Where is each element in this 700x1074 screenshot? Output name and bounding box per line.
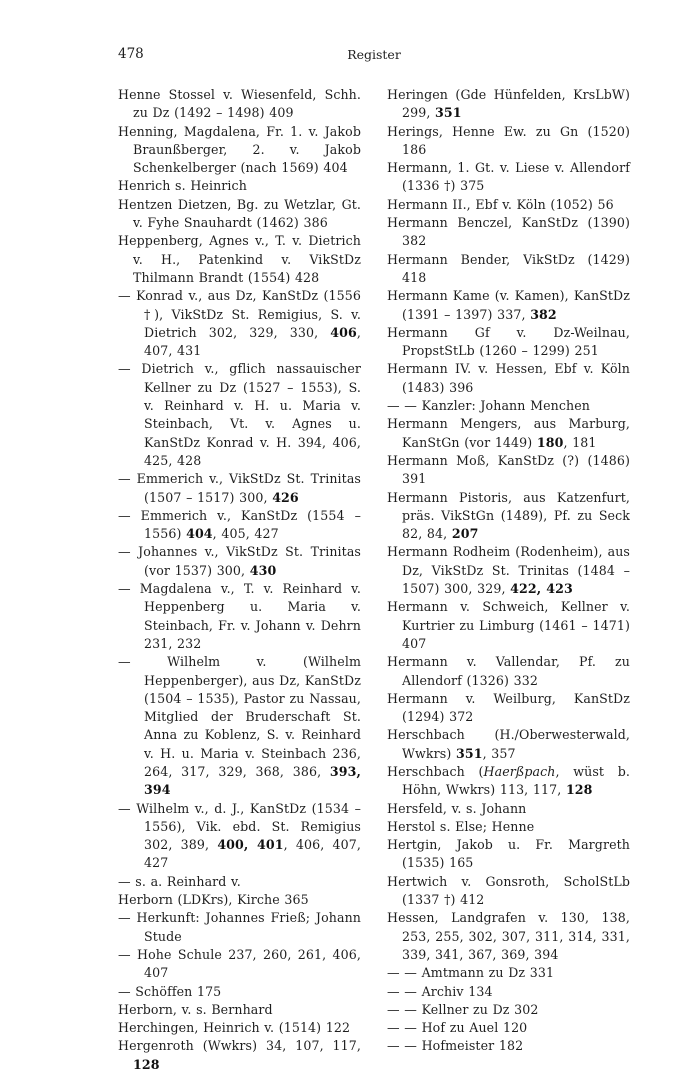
entry-text: Heppenberg, Agnes v., T. v. Dietrich v. H., Patenkind v. VikStDz Thilmann Brandt (1554) 428: [118, 233, 361, 285]
index-entry: [387, 214, 630, 251]
page-ref-bold: 430: [249, 562, 277, 578]
index-entry: [387, 196, 630, 214]
entry-text: Hermann Kame (v. Kamen), KanStDz (1391 – 1397) 337,: [387, 288, 630, 322]
entry-text: Herchingen, Heinrich v. (1514) 122: [118, 1020, 351, 1036]
index-entry: [387, 690, 630, 727]
entry-text: — Herkunft: Johannes Frieß; Johann Stude: [118, 910, 361, 944]
page-ref-bold: 180: [536, 434, 564, 450]
index-entry: [118, 177, 361, 195]
index-entry: [118, 800, 361, 873]
index-entry: [387, 726, 630, 763]
entry-text: Hermann II., Ebf v. Köln (1052) 56: [387, 196, 614, 212]
entry-text: Herschbach (H./Oberwesterwald, Wwkrs): [387, 727, 630, 761]
entry-text: — Magdalena v., T. v. Reinhard v. Heppenberg u. Maria v. Steinbach, Fr. v. Johann v. Dehrn 231, 232: [118, 581, 361, 651]
index-entry: [118, 1019, 361, 1037]
index-entry: [387, 251, 630, 288]
index-entry: [118, 123, 361, 178]
index-entry: [387, 360, 630, 397]
index-entry: [387, 1001, 630, 1019]
index-entry: [387, 123, 630, 160]
entry-text: — Schöffen 175: [118, 983, 222, 999]
index-entry: [118, 470, 361, 507]
running-title: Register: [347, 47, 401, 62]
entry-text: Henrich s. Heinrich: [118, 178, 247, 194]
index-entry: [387, 1019, 630, 1037]
index-entry: [387, 598, 630, 653]
entry-text: Henning, Magdalena, Fr. 1. v. Jakob Braunßberger, 2. v. Jakob Schenkelberger (nach 1569) 404: [118, 123, 361, 176]
entry-text: , 181: [563, 434, 597, 450]
index-entry: [387, 964, 630, 982]
entry-text: — — Amtmann zu Dz 331: [387, 965, 555, 981]
entry-text: Herborn, v. s. Bernhard: [118, 1001, 273, 1017]
index-entry: [387, 818, 630, 836]
page-ref-bold: 351: [455, 745, 483, 761]
index-entry: [387, 397, 630, 415]
entry-text: — — Hof zu Auel 120: [387, 1020, 528, 1036]
entry-text: Henne Stossel v. Wiesenfeld, Schh. zu Dz (1492 – 1498) 409: [118, 87, 361, 121]
page-header: [118, 46, 630, 66]
index-entry: [118, 891, 361, 909]
entry-text: — s. a. Reinhard v.: [118, 873, 241, 889]
entry-text: — Wilhelm v., d. J., KanStDz (1534 – 1556), Vik. ebd. St. Remigius 302, 389,: [118, 800, 361, 853]
entry-text: Hentzen Dietzen, Bg. zu Wetzlar, Gt. v. Fyhe Snauhardt (1462) 386: [118, 196, 361, 231]
entry-text: Herborn (LDKrs), Kirche 365: [118, 892, 309, 908]
page-ref-bold: 404: [186, 526, 213, 542]
index-entry: [118, 653, 361, 799]
entry-text: Herstol s. Else; Henne: [387, 818, 535, 834]
index-entry: [387, 415, 630, 452]
index-entry: [118, 86, 361, 123]
index-entry: [118, 983, 361, 1001]
entry-text: — Emmerich v., KanStDz (1554 – 1556): [118, 507, 361, 542]
page-ref-bold: 400, 401: [217, 837, 284, 853]
index-entry: [387, 983, 630, 1001]
index-entry: [118, 1001, 361, 1019]
index-entry: [387, 324, 630, 361]
index-entry: [118, 580, 361, 653]
entry-text: — Konrad v., aus Dz, KanStDz (1556 †), VikStDz St. Remigius, S. v. Dietrich 302, 329, 330,: [118, 288, 361, 340]
entry-text: Hermann v. Vallendar, Pf. zu Allendorf (1326) 332: [387, 654, 630, 688]
entry-text: Hermann, 1. Gt. v. Liese v. Allendorf (1336 †) 375: [387, 160, 630, 194]
index-entry: [118, 946, 361, 983]
page-ref-bold: 128: [565, 782, 593, 798]
entry-text: Hermann Mengers, aus Marburg, KanStGn (vor 1449): [387, 416, 630, 450]
entry-text: , 406, 407, 427: [144, 837, 361, 871]
entry-text: Herings, Henne Ew. zu Gn (1520) 186: [387, 123, 630, 157]
index-entry: [118, 360, 361, 470]
entry-text: Hermann Benczel, KanStDz (1390) 382: [387, 215, 630, 249]
entry-text: — — Hofmeister 182: [387, 1038, 524, 1054]
index-entry: [118, 543, 361, 580]
entry-text: Hermann IV. v. Hessen, Ebf v. Köln (1483) 396: [387, 361, 630, 395]
entry-text: Hergenroth (Wwkrs) 34, 107, 117,: [118, 1038, 361, 1054]
index-entry: [387, 159, 630, 196]
index-entry: [387, 836, 630, 873]
entry-text: , 407, 431: [144, 324, 361, 359]
index-column-right: [387, 86, 630, 1074]
page-ref-bold: 382: [530, 306, 557, 322]
entry-text: Hermann Gf v. Dz-Weilnau, PropstStLb (1260 – 1299) 251: [387, 324, 630, 359]
entry-text: Hermann Pistoris, aus Katzenfurt, präs. VikStGn (1489), Pf. zu Seck 82, 84,: [387, 489, 630, 542]
index-entry: [118, 232, 361, 287]
entry-text: , 405, 427: [212, 526, 279, 542]
index-entry: [118, 196, 361, 233]
index-entry: [387, 1037, 630, 1055]
entry-text: Hessen, Landgrafen v. 130, 138, 253, 255, 302, 307, 311, 314, 331, 339, 341, 367, 369, 394: [387, 910, 630, 962]
index-entry: [387, 909, 630, 964]
entry-text: — Emmerich v., VikStDz St. Trinitas (1507 – 1517) 300,: [118, 471, 361, 505]
index-entry: [387, 763, 630, 800]
entry-text: Hermann v. Schweich, Kellner v. Kurtrier zu Limburg (1461 – 1471) 407: [387, 599, 630, 651]
entry-text: Hertgin, Jakob u. Fr. Margreth (1535) 165: [387, 837, 630, 871]
index-entry: [118, 287, 361, 360]
entry-text: Hertwich v. Gonsroth, ScholStLb (1337 †) 412: [387, 873, 630, 908]
index-entry: [387, 873, 630, 910]
page-ref-bold: 393, 394: [144, 763, 361, 798]
entry-text: , wüst b. Höhn, Wwkrs) 113, 117,: [402, 763, 631, 798]
entry-text: , 357: [482, 745, 516, 761]
index-entry: [387, 543, 630, 598]
page-ref-bold: 426: [272, 489, 299, 505]
index-column-left: [118, 86, 361, 1074]
entry-text: — Dietrich v., gflich nassauischer Kellner zu Dz (1527 – 1553), S. v. Reinhard v. H. u. Maria v. Steinbach, Vt. v. Agnes u. KanStDz Konrad v. H. 394, 406, 425, 428: [118, 361, 361, 468]
index-entry: [118, 909, 361, 946]
index-entry: [118, 1037, 361, 1074]
page-number: 478: [118, 46, 144, 62]
index-entry: [118, 873, 361, 891]
entry-text: Herschbach (: [387, 763, 484, 779]
index-entry: [387, 489, 630, 544]
entry-text: Hermann Bender, VikStDz (1429) 418: [387, 251, 630, 285]
index-columns: [118, 86, 630, 1074]
entry-text: — Hohe Schule 237, 260, 261, 406, 407: [118, 946, 361, 981]
index-entry: [387, 800, 630, 818]
page-ref-bold: 128: [133, 1056, 160, 1072]
entry-text: — — Kanzler: Johann Menchen: [387, 398, 590, 414]
page-ref-bold: 351: [435, 105, 462, 121]
entry-text: Hermann v. Weilburg, KanStDz (1294) 372: [387, 690, 630, 725]
page-ref-bold: 406: [330, 324, 357, 340]
page-ref-bold: 207: [451, 526, 479, 542]
entry-text: — — Kellner zu Dz 302: [387, 1001, 539, 1017]
entry-text: — — Archiv 134: [387, 983, 493, 999]
entry-text: Heringen (Gde Hünfelden, KrsLbW) 299,: [387, 87, 630, 121]
entry-text: Hermann Rodheim (Rodenheim), aus Dz, VikStDz St. Trinitas (1484 – 1507) 300, 329,: [387, 544, 630, 597]
historic-name-italic: Haerßpach: [483, 763, 556, 779]
entry-text: Hermann Moß, KanStDz (?) (1486) 391: [387, 452, 630, 487]
entry-text: — Wilhelm v. (Wilhelm Heppenberger), aus Dz, KanStDz (1504 – 1535), Pastor zu Nassau, Mitglied der Bruderschaft St. Anna zu Koblenz, S. v. Reinhard v. H. u. Maria v. Steinbach 236, 264, 317, 329, 368, 386,: [118, 654, 361, 779]
entry-text: — Johannes v., VikStDz St. Trinitas (vor 1537) 300,: [118, 544, 361, 578]
index-entry: [387, 452, 630, 489]
entry-text: Hersfeld, v. s. Johann: [387, 800, 527, 816]
page-ref-bold: 422, 423: [510, 581, 573, 597]
index-entry: [387, 653, 630, 690]
index-entry: [387, 287, 630, 324]
index-entry: [118, 507, 361, 544]
index-entry: [387, 86, 630, 123]
